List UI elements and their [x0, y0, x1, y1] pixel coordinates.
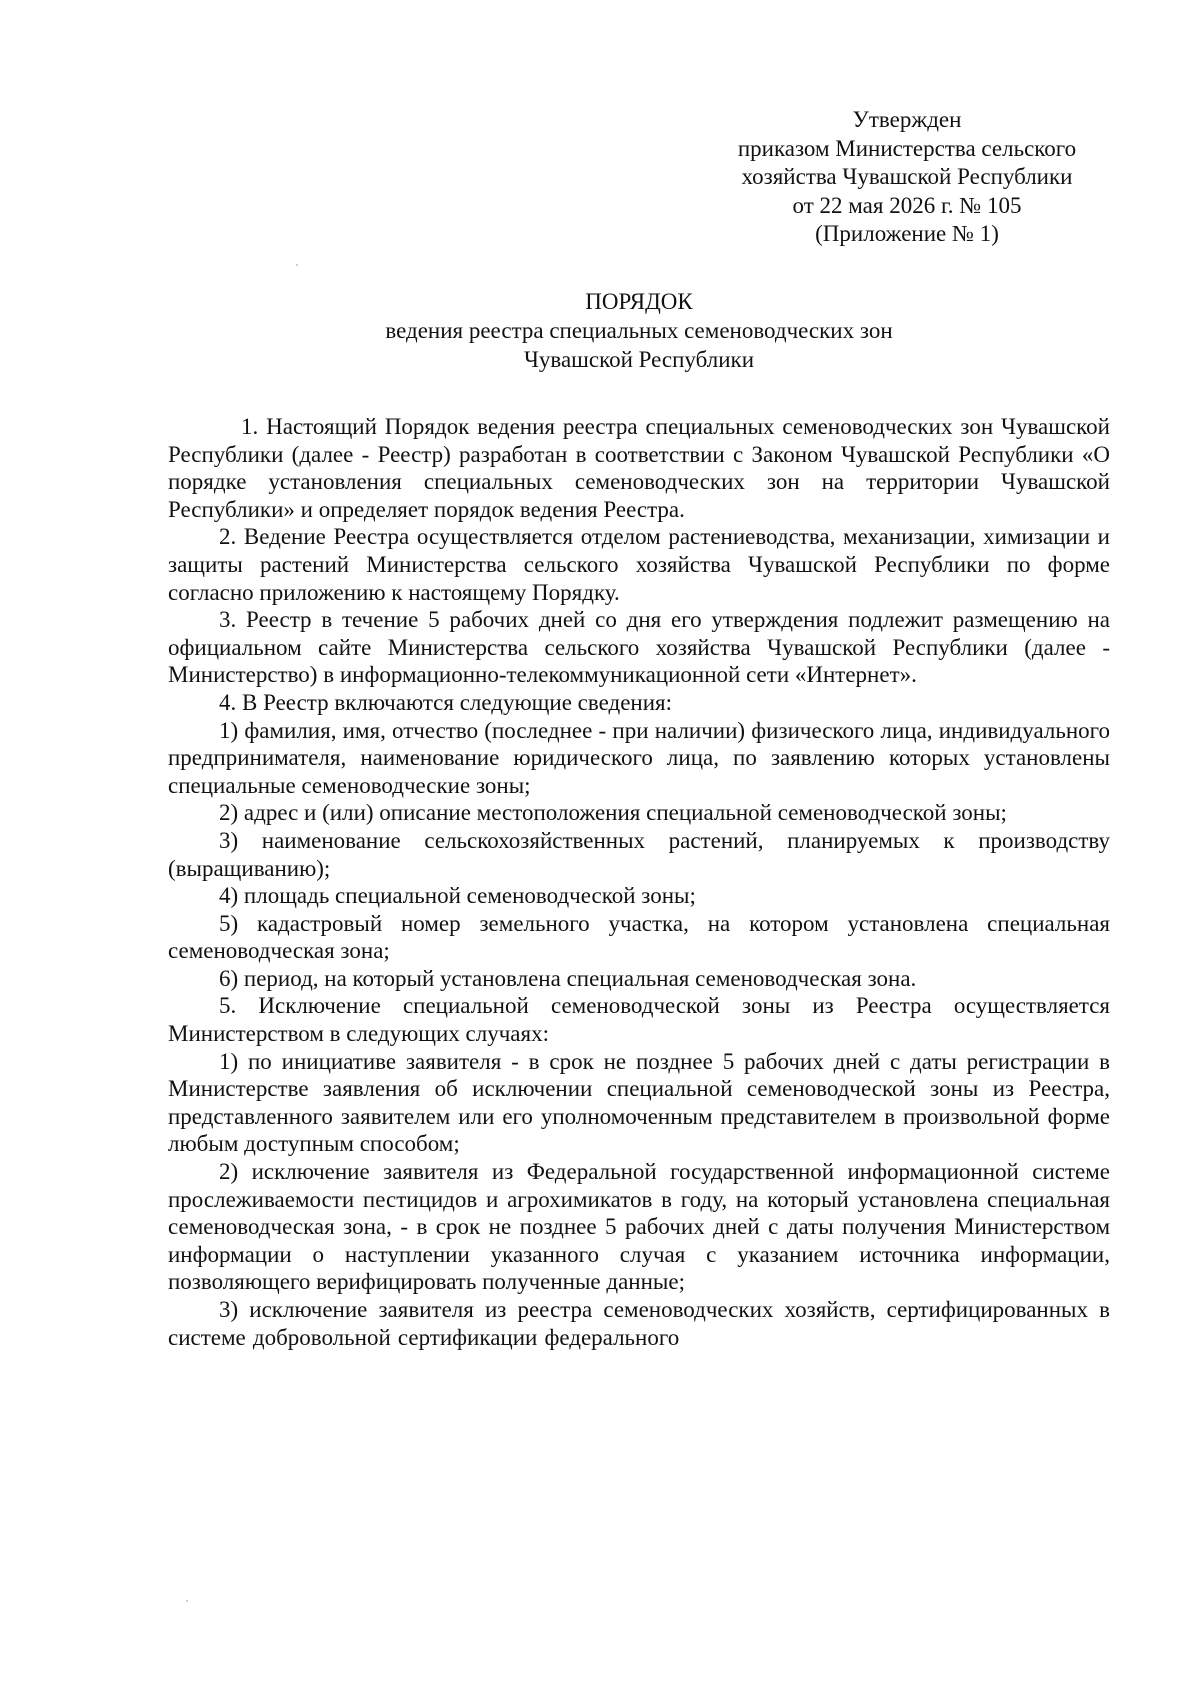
document-title: ПОРЯДОК	[585, 289, 693, 314]
list-item: 3) исключение заявителя из реестра семеноводческих хозяйств, сертифицированных в системе добровольной сертификации федерального	[168, 1297, 1110, 1350]
paragraph: 4. В Реестр включаются следующие сведения:	[219, 689, 672, 715]
approval-line: приказом Министерства сельского	[737, 135, 1077, 161]
document-body	[168, 413, 1110, 1351]
list-item: 4) площадь специальной семеноводческой зоны;	[219, 883, 696, 909]
list-item: 2) исключение заявителя из Федеральной государственной информационной системе прослеживаемости пестицидов и агрохимикатов в году, на который установлена специальная семеноводческая зона, - в срок не позднее 5 рабочих дней с даты получения Министерством информации о наступлении указанного случая с указанием источника информации, позволяющего верифицировать полученные данные;	[168, 1159, 1110, 1295]
paragraph: 5. Исключение специальной семеноводческой зоны из Реестра осуществляется Министерством в следующих случаях:	[168, 993, 1110, 1047]
paragraph: 2. Ведение Реестра осуществляется отделом растениеводства, механизации, химизации и защиты растений Министерства сельского хозяйства Чувашской Республики по форме согласно приложению к настоящему Порядку.	[168, 524, 1110, 605]
document-subtitle-line: ведения реестра специальных семеноводческих зон	[385, 318, 893, 343]
document-heading	[160, 287, 1118, 374]
approval-line: хозяйства Чувашской Республики	[741, 164, 1073, 189]
document-subtitle-line: Чувашской Республики	[523, 347, 755, 372]
list-item: 2) адрес и (или) описание местоположения специальной семеноводческой зоны;	[219, 800, 1007, 826]
approval-block	[707, 106, 1107, 249]
approval-line: от 22 мая 2026 г. № 105	[792, 192, 1022, 218]
approval-line: Утвержден	[852, 107, 962, 132]
list-item: 6) период, на который установлена специальная семеноводческая зона.	[219, 965, 917, 991]
paragraph: 1. Настоящий Порядок ведения реестра специальных семеноводческих зон Чувашской Республики (далее - Реестр) разработан в соответствии с Законом Чувашской Республики «О порядке установления специальных семеноводческих зон на территории Чувашской Республики» и определяет порядок ведения Реестра.	[168, 414, 1110, 522]
list-item: 1) фамилия, имя, отчество (последнее - при наличии) физического лица, индивидуального предпринимателя, наименование юридического лица, по заявлению которых установлены специальные семеноводческие зоны;	[168, 717, 1110, 798]
approval-line: (Приложение № 1)	[815, 221, 999, 246]
scan-speck	[186, 1600, 188, 1602]
list-item: 5) кадастровый номер земельного участка, на котором установлена специальная семеноводческая зона;	[168, 910, 1110, 964]
scan-speck	[296, 264, 298, 266]
list-item: 3) наименование сельскохозяйственных растений, планируемых к производству (выращиванию);	[168, 827, 1110, 881]
paragraph: 3. Реестр в течение 5 рабочих дней со дня его утверждения подлежит размещению на официальном сайте Министерства сельского хозяйства Чувашской Республики (далее - Министерство) в информационно-телекоммуникационной сети «Интернет».	[168, 607, 1110, 688]
list-item: 1) по инициативе заявителя - в срок не позднее 5 рабочих дней с даты регистрации в Министерстве заявления об исключении специальной семеноводческой зоны из Реестра, представленного заявителем или его уполномоченным представителем в произвольной форме любым доступным способом;	[168, 1048, 1110, 1157]
